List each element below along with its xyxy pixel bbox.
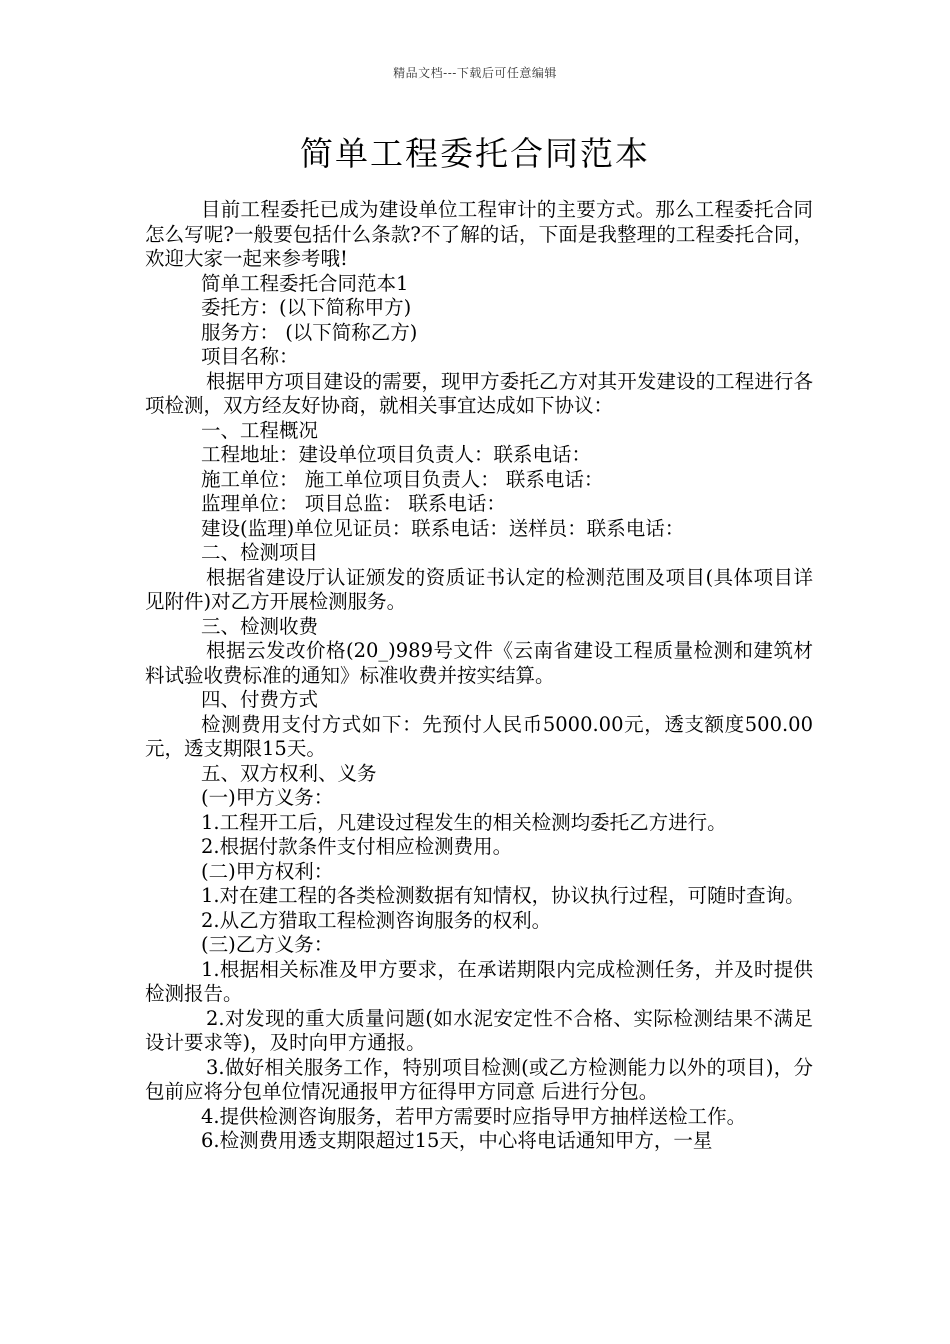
paragraph: 目前工程委托已成为建设单位工程审计的主要方式。那么工程委托合同怎么写呢?一般要包括什么条款?不了解的话，下面是我整理的工程委托合同，欢迎大家一起来参考哦!	[145, 198, 813, 270]
paragraph: 简单工程委托合同范本1	[201, 271, 409, 295]
paragraph: 五、双方权利、义务	[201, 761, 377, 785]
paragraph: 检测费用支付方式如下：先预付人民币5000.00元，透支额度500.00元，透支期限15天。	[145, 712, 813, 760]
paragraph: 1.工程开工后，凡建设过程发生的相关检测均委托乙方进行。	[201, 810, 727, 834]
paragraph: 工程地址：建设单位项目负责人：联系电话：	[201, 443, 592, 466]
paragraph: 根据云发改价格(20_)989号文件《云南省建设工程质量检测和建筑材料试验收费标准的通知》标准收费并按实结算。	[145, 639, 813, 687]
paragraph: 二、检测项目	[201, 541, 319, 564]
paragraph: 一、工程概况	[201, 418, 319, 442]
paragraph: 2.对发现的重大质量问题(如水泥安定性不合格、实际检测结果不满足设计要求等)，及时向甲方通报。	[145, 1006, 813, 1054]
paragraph: 1.根据相关标准及甲方要求，在承诺期限内完成检测任务，并及时提供检测报告。	[145, 957, 813, 1005]
document-body	[145, 198, 813, 1154]
paragraph: 监理单位： 项目总监： 联系电话：	[201, 492, 506, 515]
paragraph: (二)甲方权利：	[201, 859, 334, 883]
paragraph: 四、付费方式	[201, 688, 319, 711]
header-note: 精品文档---下载后可任意编辑	[393, 66, 557, 80]
paragraph: 根据省建设厅认证颁发的资质证书认定的检测范围及项目(具体项目详见附件)对乙方开展检测服务。	[145, 565, 813, 613]
paragraph: 2.从乙方猎取工程检测咨询服务的权利。	[201, 908, 552, 932]
paragraph: 建设(监理)单位见证员：联系电话：送样员：联系电话：	[201, 516, 685, 540]
paragraph: 4.提供检测咨询服务，若甲方需要时应指导甲方抽样送检工作。	[201, 1104, 747, 1128]
paragraph: (一)甲方义务：	[201, 786, 334, 809]
paragraph: 6.检测费用透支期限超过15天，中心将电话通知甲方，一星	[201, 1129, 713, 1152]
page-title: 简单工程委托合同范本	[300, 134, 650, 173]
paragraph: (三)乙方义务：	[201, 933, 334, 956]
paragraph: 项目名称：	[201, 345, 299, 368]
paragraph: 服务方： (以下简称乙方)	[201, 320, 418, 344]
paragraph: 根据甲方项目建设的需要，现甲方委托乙方对其开发建设的工程进行各项检测，双方经友好协商，就相关事宜达成如下协议：	[145, 369, 813, 417]
paragraph: 委托方：(以下简称甲方)	[201, 296, 412, 319]
paragraph: 1.对在建工程的各类检测数据有知情权，协议执行过程，可随时查询。	[201, 884, 805, 907]
paragraph: 2.根据付款条件支付相应检测费用。	[201, 835, 513, 858]
paragraph: 施工单位： 施工单位项目负责人： 联系电话：	[201, 467, 604, 491]
paragraph: 三、检测收费	[201, 614, 319, 638]
paragraph: 3.做好相关服务工作，特别项目检测(或乙方检测能力以外的项目)，分包前应将分包单位情况通报甲方征得甲方同意 后进行分包。	[145, 1055, 813, 1103]
